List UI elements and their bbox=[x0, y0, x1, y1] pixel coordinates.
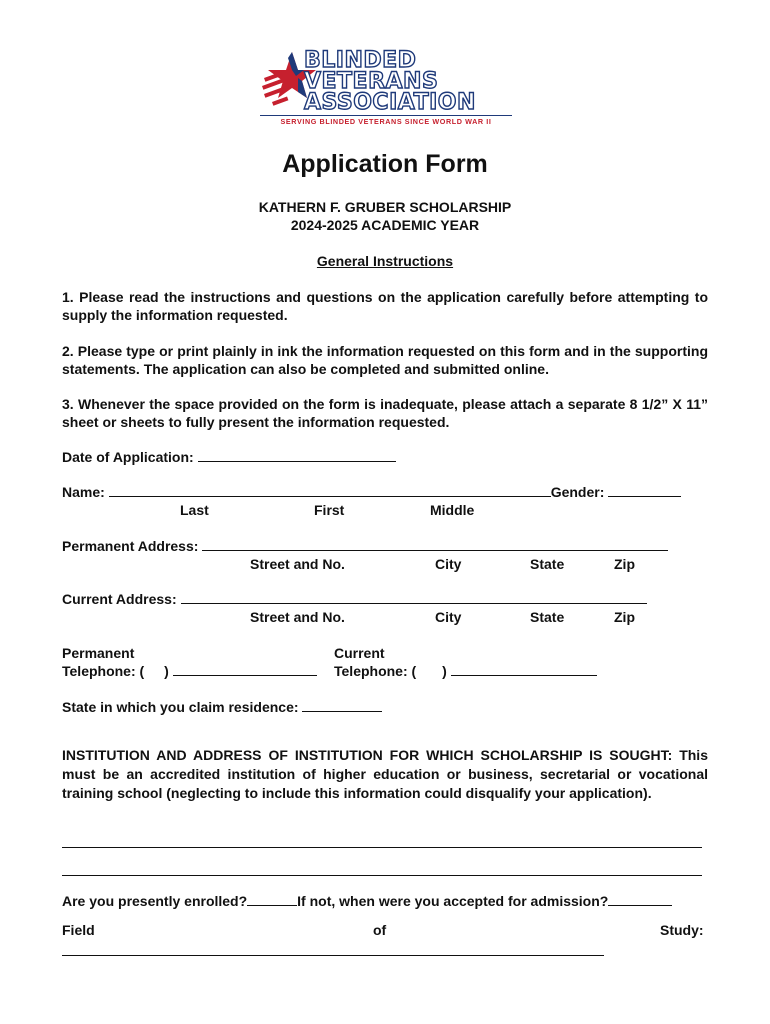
field-word: Field bbox=[62, 922, 95, 938]
perm-address-city: City bbox=[435, 556, 462, 572]
permanent-address-input-line[interactable] bbox=[202, 538, 668, 551]
perm-address-state: State bbox=[530, 556, 565, 572]
instruction-1: 1. Please read the instructions and questions on the application carefully before attempting to supply the information requested. bbox=[62, 289, 708, 323]
residence-input-line[interactable] bbox=[302, 699, 382, 712]
academic-year: 2024-2025 ACADEMIC YEAR bbox=[290, 217, 480, 233]
curr-address-zip: Zip bbox=[614, 609, 635, 625]
study-word: Study: bbox=[660, 922, 704, 938]
instructions-heading: General Instructions bbox=[316, 253, 454, 269]
logo-word-blinded: BLINDED bbox=[304, 48, 417, 73]
curr-address-street: Street and No. bbox=[250, 609, 345, 625]
gender-label: Gender: bbox=[550, 484, 605, 500]
accepted-label: If not, when were you accepted for admission? bbox=[297, 893, 609, 909]
logo-tagline: SERVING BLINDED VETERANS SINCE WORLD WAR II bbox=[260, 115, 512, 126]
permanent-telephone-label-1: Permanent bbox=[62, 645, 135, 661]
name-row bbox=[62, 484, 681, 500]
permanent-telephone-paren: ) bbox=[164, 663, 169, 679]
current-telephone-label-1: Current bbox=[334, 645, 385, 661]
permanent-telephone-input-line[interactable] bbox=[173, 663, 317, 676]
current-address-input-line[interactable] bbox=[181, 591, 647, 604]
logo-word-veterans: VETERANS bbox=[304, 69, 439, 94]
name-part-last: Last bbox=[180, 502, 209, 518]
residence-label: State in which you claim residence: bbox=[62, 699, 299, 715]
institution-instructions: INSTITUTION AND ADDRESS OF INSTITUTION FOR WHICH SCHOLARSHIP IS SOUGHT: This must be an accredited institution of higher education or business, secretarial or vocational training school (neglecting to include this information could disqualify your application). bbox=[62, 747, 708, 801]
enrollment-row bbox=[62, 893, 672, 909]
current-telephone-row bbox=[334, 663, 597, 679]
current-telephone-input-line[interactable] bbox=[451, 663, 597, 676]
date-label: Date of Application: bbox=[62, 449, 194, 465]
institution-input-line-1[interactable] bbox=[62, 847, 702, 848]
instruction-2: 2. Please type or print plainly in ink the information requested on this form and in the supporting statements. The application can also be completed and submitted online. bbox=[62, 343, 708, 377]
scholarship-name: KATHERN F. GRUBER SCHOLARSHIP bbox=[258, 199, 512, 215]
accepted-input-line[interactable] bbox=[608, 893, 672, 906]
name-input-line[interactable] bbox=[109, 484, 551, 497]
logo-word-association: ASSOCIATION bbox=[304, 90, 476, 115]
current-address-row bbox=[62, 591, 647, 607]
institution-input-line-2[interactable] bbox=[62, 875, 702, 876]
permanent-telephone-label-2: Telephone: ( bbox=[62, 663, 145, 679]
curr-address-city: City bbox=[435, 609, 462, 625]
name-part-first: First bbox=[314, 502, 345, 518]
of-word: of bbox=[373, 922, 387, 938]
gender-input-line[interactable] bbox=[608, 484, 681, 497]
enrolled-input-line[interactable] bbox=[247, 893, 297, 906]
enrolled-label: Are you presently enrolled? bbox=[62, 893, 248, 909]
instruction-3: 3. Whenever the space provided on the form is inadequate, please attach a separate 8 1/2” X 11” sheet or sheets to fully present the information requested. bbox=[62, 396, 708, 430]
name-part-middle: Middle bbox=[430, 502, 475, 518]
permanent-address-label: Permanent Address: bbox=[62, 538, 199, 554]
name-label: Name: bbox=[62, 484, 105, 500]
perm-address-zip: Zip bbox=[614, 556, 635, 572]
residence-row bbox=[62, 699, 382, 715]
current-telephone-paren: ) bbox=[442, 663, 447, 679]
date-input-line[interactable] bbox=[198, 449, 396, 462]
bva-logo bbox=[258, 48, 514, 128]
page-title: Application Form bbox=[282, 150, 488, 178]
permanent-telephone-row bbox=[62, 663, 317, 679]
current-telephone-label-2: Telephone: ( bbox=[334, 663, 417, 679]
permanent-address-row bbox=[62, 538, 668, 554]
current-address-label: Current Address: bbox=[62, 591, 177, 607]
perm-address-street: Street and No. bbox=[250, 556, 345, 572]
curr-address-state: State bbox=[530, 609, 565, 625]
field-of-study-input-line[interactable] bbox=[62, 955, 604, 956]
date-of-application-row bbox=[62, 449, 396, 465]
